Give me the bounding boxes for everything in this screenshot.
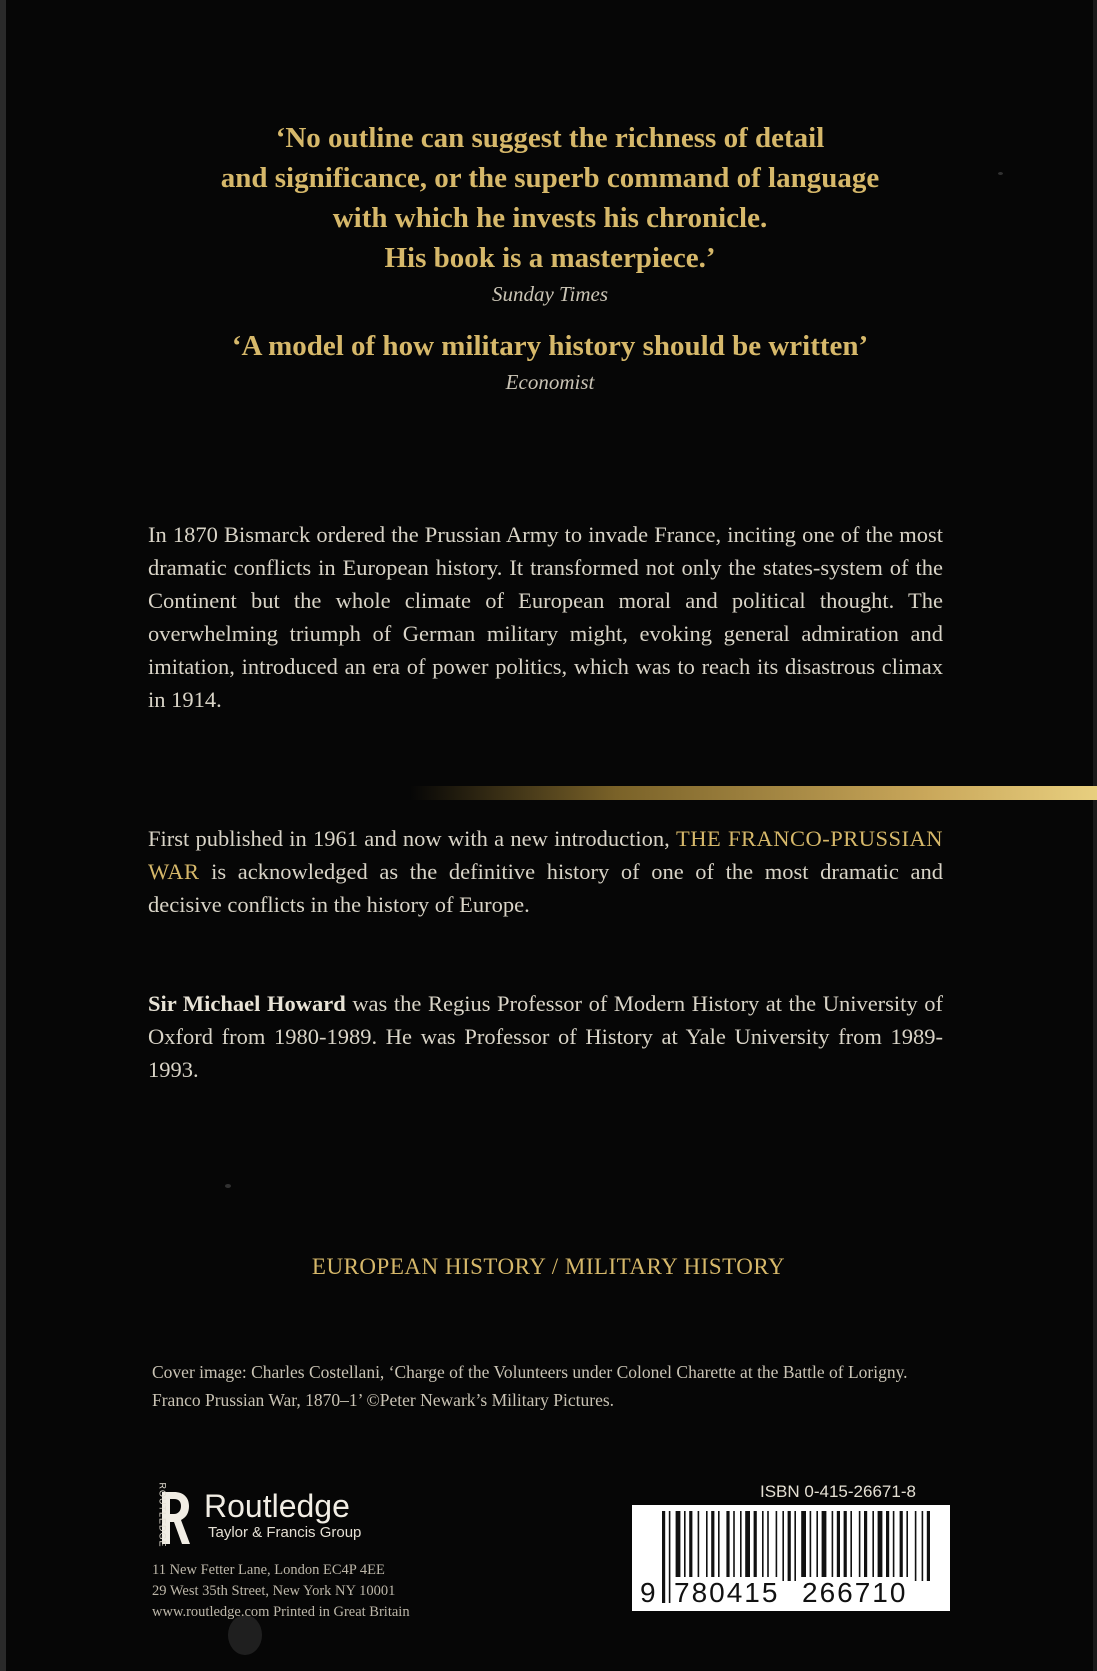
- gold-divider: [410, 786, 1097, 800]
- barcode-digit-first: 9: [640, 1577, 656, 1608]
- cover-scuff: [228, 1615, 262, 1655]
- barcode-bar: [900, 1511, 903, 1581]
- publication-note-before: First published in 1961 and now with a new introduction,: [148, 826, 670, 851]
- quote-2-source: Economist: [505, 370, 595, 394]
- isbn-barcode: [632, 1505, 950, 1611]
- address-line: www.routledge.com Printed in Great Britain: [152, 1604, 410, 1620]
- barcode-bar: [893, 1511, 895, 1581]
- barcode-bar: [711, 1511, 714, 1581]
- barcode-bar: [906, 1511, 908, 1581]
- barcode-bar: [927, 1511, 930, 1581]
- barcode-bar: [850, 1511, 852, 1581]
- barcode-bar: [886, 1511, 889, 1581]
- barcode-bar: [782, 1511, 784, 1581]
- cover-edge-right: [1093, 0, 1097, 1671]
- cover-image-credit: Cover image: Charles Costellani, ‘Charge of the Volunteers under Colonel Charette at the Battle of Lorigny. Franco Prussian War, 1870–1’ ©Peter Newark’s Military Pictures.: [152, 1362, 908, 1410]
- barcode-bar: [837, 1511, 840, 1581]
- barcode-digits: [632, 1577, 950, 1609]
- barcode-bar: [788, 1511, 791, 1581]
- publisher-logo: [148, 1482, 418, 1548]
- barcode-digits-right: 266710: [802, 1577, 908, 1608]
- routledge-r-icon: [148, 1488, 190, 1546]
- publication-note-after: is acknowledged as the definitive history of one of the most dramatic and decisive conflicts in the history of Europe.: [148, 859, 944, 917]
- address-line: 11 New Fetter Lane, London EC4P 4EE: [152, 1562, 385, 1578]
- barcode-bar: [745, 1511, 750, 1581]
- cover-scuff: [998, 172, 1003, 175]
- publisher-name: Routledge: [204, 1488, 350, 1524]
- barcode-bar: [754, 1511, 757, 1581]
- address-line: 29 West 35th Street, New York NY 10001: [152, 1583, 396, 1599]
- author-bio: [148, 987, 943, 1086]
- barcode-bar: [740, 1511, 742, 1581]
- publisher-address: [152, 1560, 410, 1623]
- author-name: Sir Michael Howard: [148, 991, 346, 1016]
- quote-line: His book is a masterpiece.’: [384, 242, 716, 274]
- barcode-bar: [878, 1511, 883, 1581]
- barcode-bar: [864, 1511, 867, 1581]
- book-blurb: In 1870 Bismarck ordered the Prussian Army to invade France, inciting one of the most dramatic conflicts in European history. It transformed not only the states-system of the Continent but the whole climate of European moral and political thought. The overwhelming triumph of German military might, evoking general admiration and imitation, introduced an era of power politics, which was to reach its disastrous climax in 1914.: [148, 522, 943, 712]
- barcode-bar: [844, 1511, 847, 1581]
- quote-1-source: Sunday Times: [491, 282, 609, 306]
- quote-line: and significance, or the superb command of language: [220, 162, 880, 194]
- barcode-bar: [676, 1511, 681, 1581]
- review-quotes: [110, 118, 990, 396]
- review-quote-1: [110, 118, 990, 278]
- barcode-bar: [859, 1511, 861, 1581]
- barcode-bar: [718, 1511, 720, 1581]
- barcode-bar: [832, 1511, 834, 1581]
- barcode-bar: [794, 1511, 796, 1581]
- subject-category: EUROPEAN HISTORY / MILITARY HISTORY: [311, 1254, 786, 1279]
- barcode-digits-left: 780415: [674, 1577, 780, 1608]
- barcode-bar: [872, 1511, 874, 1581]
- barcode-bar: [698, 1511, 700, 1581]
- author-bio-text: was the Regius Professor of Modern History at the University of Oxford from 1980-1989. He was Professor of History at Yale University from 1989-1993.: [148, 991, 943, 1082]
- book-title: THE FRANCO-PRUSSIAN WAR: [148, 826, 943, 884]
- barcode-bar: [922, 1511, 924, 1581]
- barcode-bar: [767, 1511, 769, 1581]
- barcode-bar: [915, 1511, 917, 1581]
- barcode-bar: [762, 1511, 764, 1581]
- barcode-bar: [706, 1511, 708, 1581]
- cover-scuff: [225, 1184, 231, 1188]
- publisher-group: Taylor & Francis Group: [208, 1524, 362, 1541]
- publication-note: [148, 822, 943, 921]
- cover-edge-left: [0, 0, 6, 1671]
- review-quote-2: ‘A model of how military history should be written’: [231, 330, 869, 362]
- barcode-bar: [689, 1511, 692, 1581]
- barcode-bar: [684, 1511, 686, 1581]
- quote-line: ‘No outline can suggest the richness of detail: [275, 122, 825, 154]
- barcode-bar: [810, 1511, 812, 1581]
- barcode-bar: [776, 1511, 778, 1581]
- barcode-bar: [726, 1511, 729, 1581]
- quote-line: with which he invests his chronicle.: [332, 202, 768, 234]
- barcode-bar: [801, 1511, 806, 1581]
- barcode-bar: [733, 1511, 735, 1581]
- isbn-label: ISBN 0-415-26671-8: [760, 1482, 916, 1501]
- routledge-vertical-mark: ROUTLEDGE: [157, 1482, 168, 1548]
